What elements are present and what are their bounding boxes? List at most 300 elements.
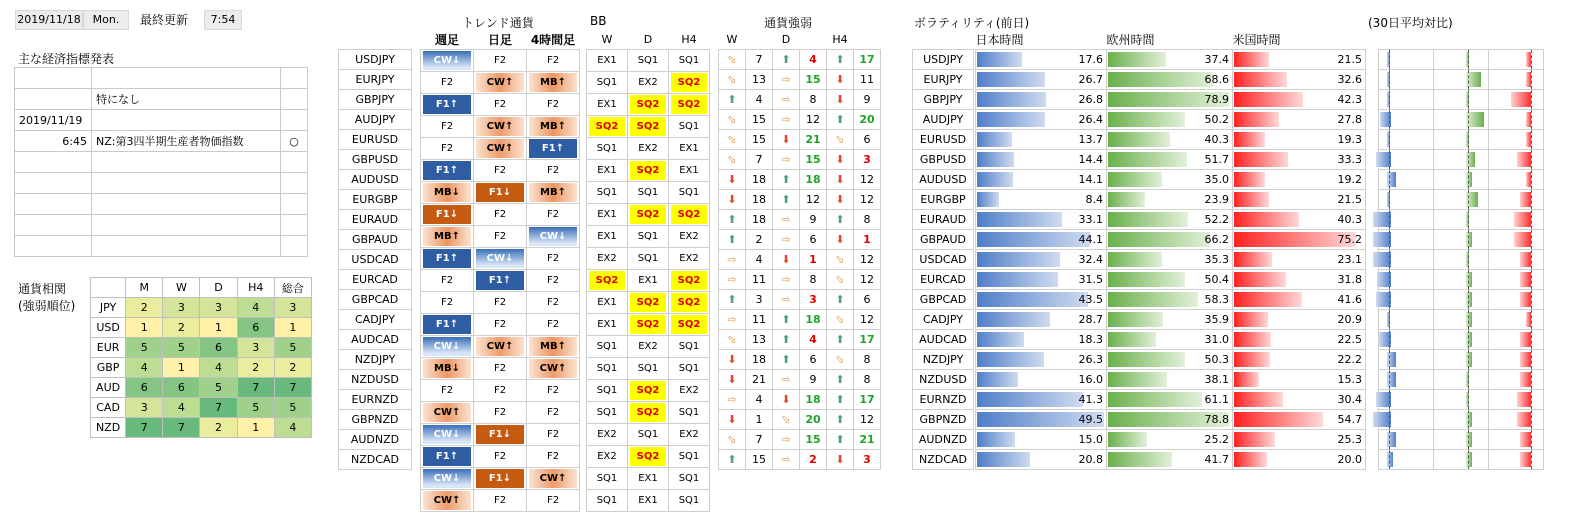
strength-value: 12 — [860, 273, 874, 286]
arrow-downright-icon: ⬂ — [835, 253, 845, 266]
volatility-value: 50.3 — [1204, 353, 1229, 366]
volatility-bar — [1108, 372, 1167, 387]
trend-tag: F2 — [529, 271, 577, 290]
volatility-value: 41.7 — [1204, 453, 1229, 466]
bb-value: EX1 — [597, 165, 617, 176]
volatility-bar — [977, 152, 1014, 167]
strength-value: 4 — [755, 393, 763, 406]
correlation-row — [91, 398, 312, 418]
arrow-downright-icon: ⬂ — [835, 133, 845, 146]
strength-value: 15 — [805, 153, 821, 166]
volatility-value: 50.2 — [1204, 113, 1229, 126]
volatility-value: 50.4 — [1204, 273, 1229, 286]
trend-tag: F2 — [529, 491, 577, 510]
indicator-row — [15, 89, 308, 110]
volatility-value: 14.1 — [1078, 173, 1103, 186]
trend-tag: F2 — [476, 381, 524, 400]
trend-tag: F1↑ — [423, 95, 471, 114]
trend-tag: F2 — [529, 403, 577, 422]
strength-value: 21 — [859, 433, 875, 446]
volatility-bar — [1108, 452, 1172, 467]
volatility-value: 26.3 — [1078, 353, 1103, 366]
correlation-value: 6 — [237, 318, 274, 338]
indicator-text: 特になし — [92, 89, 281, 110]
trend-header: 4時間足 — [530, 33, 576, 47]
strength-value: 17 — [859, 333, 875, 346]
arrow-downright-icon: ⬂ — [727, 333, 737, 346]
volatility-bar — [977, 52, 1022, 67]
trend-tag: F1↓ — [476, 183, 524, 202]
trend-tag: F2 — [476, 491, 524, 510]
pair-name: GBPUSD — [339, 150, 412, 170]
correlation-value: 6 — [126, 378, 163, 398]
volatility-value: 16.0 — [1078, 373, 1103, 386]
trend-tag: F2 — [423, 139, 471, 158]
indicator-row — [15, 236, 308, 257]
trend-tag: CW↑ — [423, 403, 471, 422]
bb-value: SQ2 — [671, 271, 707, 290]
indicator-mark — [281, 194, 308, 215]
volatility-bar — [1234, 92, 1303, 107]
volatility-bar — [1108, 152, 1187, 167]
volatility-bar — [1108, 212, 1188, 227]
trend-tag: CW↓ — [423, 51, 471, 70]
volatility-value: 66.2 — [1204, 233, 1229, 246]
correlation-subtitle: (強弱順位) — [18, 299, 76, 313]
bb-value: SQ1 — [678, 495, 700, 506]
volatility-bar — [977, 92, 1046, 107]
volatility-value: 35.9 — [1204, 313, 1229, 326]
bb-value: EX2 — [679, 231, 699, 242]
bb-value: SQ1 — [678, 55, 700, 66]
correlation-value: 1 — [200, 318, 237, 338]
strength-value: 7 — [755, 433, 763, 446]
indicator-mark — [281, 89, 308, 110]
bb-value: SQ1 — [596, 495, 618, 506]
arrow-down-icon: ⬇ — [727, 173, 737, 186]
relative-bar — [1514, 232, 1531, 247]
strength-value: 8 — [809, 273, 817, 286]
strength-value: 13 — [752, 333, 766, 346]
volatility-bar — [977, 132, 1012, 147]
volatility-subtitle: (30日平均対比) — [1368, 16, 1453, 30]
pair-name: NZDUSD — [339, 370, 412, 390]
strength-header — [854, 30, 881, 50]
trend-tag: F2 — [529, 425, 577, 444]
arrow-up-icon: ⬆ — [727, 93, 737, 106]
trend-tag: F2 — [476, 403, 524, 422]
arrow-right-icon: ⇨ — [781, 273, 791, 286]
bb-value: EX2 — [679, 429, 699, 440]
trend-tag: F1↑ — [423, 161, 471, 180]
relative-bar — [1520, 452, 1531, 467]
relative-bar — [1466, 272, 1472, 287]
indicator-mark — [281, 173, 308, 194]
volatility-bar — [1234, 372, 1259, 387]
trend-tag: MB↑ — [423, 227, 471, 246]
volatility-value: 44.1 — [1078, 233, 1103, 246]
arrow-up-icon: ⬆ — [781, 173, 791, 186]
volatility-value: 42.3 — [1337, 93, 1362, 106]
vol-pair-name: GBPAUD — [913, 230, 974, 250]
strength-value: 4 — [755, 93, 763, 106]
arrow-up-icon: ⬆ — [781, 353, 791, 366]
arrow-downright-icon: ⬂ — [727, 73, 737, 86]
correlation-value: 1 — [274, 318, 311, 338]
vol-pair-name: EURAUD — [913, 210, 974, 230]
vol-pair-name: EURJPY — [913, 70, 974, 90]
volatility-value: 21.5 — [1337, 193, 1362, 206]
pair-name: NZDJPY — [339, 350, 412, 370]
bb-header: H4 — [681, 33, 697, 46]
correlation-row — [91, 418, 312, 438]
relative-bar — [1520, 272, 1531, 287]
bb-value: SQ1 — [596, 407, 618, 418]
volatility-value: 8.4 — [1085, 193, 1103, 206]
volatility-value: 40.3 — [1337, 213, 1362, 226]
strength-value: 18 — [752, 173, 766, 186]
volatility-bar — [977, 392, 1083, 407]
arrow-up-icon: ⬆ — [835, 53, 845, 66]
volatility-bar — [977, 192, 999, 207]
arrow-right-icon: ⇨ — [781, 73, 791, 86]
volatility-value: 33.1 — [1078, 213, 1103, 226]
bb-value: EX2 — [638, 77, 658, 88]
volatility-value: 17.6 — [1078, 53, 1103, 66]
strength-value: 15 — [805, 433, 821, 446]
arrow-down-icon: ⬇ — [835, 93, 845, 106]
trend-tag: F2 — [423, 271, 471, 290]
arrow-downright-icon: ⬂ — [727, 433, 737, 446]
pair-name: GBPNZD — [339, 410, 412, 430]
trend-tag: F2 — [476, 293, 524, 312]
trend-tag: F2 — [476, 161, 524, 180]
volatility-bar — [1234, 252, 1272, 267]
strength-value: 18 — [805, 393, 821, 406]
relative-table — [1378, 49, 1544, 470]
bb-value: EX1 — [597, 297, 617, 308]
trend-header: 日足 — [487, 33, 512, 47]
bb-value: SQ1 — [637, 231, 659, 242]
volatility-value: 31.8 — [1337, 273, 1362, 286]
strength-value: 1 — [755, 413, 763, 426]
strength-value: 20 — [805, 413, 821, 426]
bb-value: EX1 — [638, 473, 658, 484]
volatility-value: 78.9 — [1204, 93, 1229, 106]
arrow-right-icon: ⇨ — [727, 253, 737, 266]
strength-title: 通貨強弱 — [764, 16, 813, 30]
arrow-right-icon: ⇨ — [781, 293, 791, 306]
volatility-value: 23.1 — [1337, 253, 1362, 266]
volatility-bar — [1234, 452, 1267, 467]
volatility-value: 33.3 — [1337, 153, 1362, 166]
volatility-value: 32.4 — [1078, 253, 1103, 266]
vol-pair-name: NZDJPY — [913, 350, 974, 370]
trend-tag: CW↓ — [423, 425, 471, 444]
volatility-value: 20.0 — [1337, 453, 1362, 466]
arrow-down-icon: ⬇ — [727, 193, 737, 206]
volatility-bar — [1108, 232, 1210, 247]
bb-value: EX1 — [638, 275, 658, 286]
volatility-bar — [1108, 132, 1170, 147]
arrow-down-icon: ⬇ — [781, 253, 791, 266]
bb-header: D — [643, 33, 653, 46]
correlation-header: M — [126, 278, 163, 298]
correlation-currency: USD — [91, 318, 126, 338]
indicator-datetime — [15, 89, 92, 110]
vol-pair-name: AUDJPY — [913, 110, 974, 130]
correlation-value: 2 — [274, 358, 311, 378]
arrow-right-icon: ⇨ — [781, 433, 791, 446]
volatility-value: 20.9 — [1337, 313, 1362, 326]
relative-bar — [1520, 372, 1531, 387]
bb-value: SQ1 — [637, 187, 659, 198]
correlation-value: 4 — [126, 358, 163, 378]
volatility-bar — [977, 432, 1015, 447]
strength-table — [718, 30, 881, 470]
trend-tag: F2 — [476, 359, 524, 378]
correlation-value: 2 — [126, 298, 163, 318]
volatility-value: 25.2 — [1204, 433, 1229, 446]
pair-name: AUDJPY — [339, 110, 412, 130]
bb-title: BB — [590, 14, 607, 28]
arrow-right-icon: ⇨ — [781, 93, 791, 106]
volatility-value: 35.3 — [1204, 253, 1229, 266]
indicator-row — [15, 131, 308, 152]
pair-name: USDJPY — [339, 50, 412, 70]
strength-value: 8 — [863, 213, 871, 226]
relative-bar — [1466, 352, 1472, 367]
volatility-value: 68.6 — [1204, 73, 1229, 86]
volatility-bar — [1234, 52, 1269, 67]
trend-tag: CW↑ — [476, 73, 524, 92]
trend-tag: F2 — [529, 447, 577, 466]
volatility-bar — [1234, 192, 1269, 207]
relative-bar — [1466, 432, 1472, 447]
bb-value: SQ1 — [596, 77, 618, 88]
volatility-bar — [1108, 172, 1162, 187]
relative-bar — [1466, 412, 1472, 427]
correlation-value: 6 — [200, 338, 237, 358]
arrow-down-icon: ⬇ — [835, 173, 845, 186]
strength-value: 4 — [809, 333, 817, 346]
arrow-downright-icon: ⬂ — [727, 113, 737, 126]
correlation-value: 4 — [200, 358, 237, 378]
volatility-bar — [1108, 252, 1162, 267]
indicator-datetime: 6:45 — [15, 131, 92, 152]
indicators-title: 主な経済指標発表 — [18, 52, 115, 66]
trend-tag: F2 — [476, 205, 524, 224]
volatility-bar — [1108, 192, 1145, 207]
volatility-header: 日本時間 — [975, 33, 1024, 47]
volatility-bar — [977, 452, 1030, 467]
correlation-row — [91, 338, 312, 358]
arrow-down-icon: ⬇ — [781, 133, 791, 146]
vol-pair-name: GBPJPY — [913, 90, 974, 110]
bb-value: SQ2 — [671, 95, 707, 114]
arrow-right-icon: ⇨ — [781, 153, 791, 166]
volatility-bar — [1108, 292, 1198, 307]
indicator-text — [92, 152, 281, 173]
bb-value: EX2 — [679, 385, 699, 396]
indicator-mark — [281, 215, 308, 236]
volatility-bar — [977, 372, 1018, 387]
indicator-datetime — [15, 215, 92, 236]
bb-value: SQ1 — [678, 341, 700, 352]
pair-name: EURUSD — [339, 130, 412, 150]
strength-value: 17 — [859, 53, 875, 66]
correlation-row — [91, 318, 312, 338]
arrow-up-icon: ⬆ — [781, 53, 791, 66]
trend-tag: F2 — [529, 205, 577, 224]
volatility-value: 20.8 — [1078, 453, 1103, 466]
correlation-value: 5 — [200, 378, 237, 398]
pair-name: EURAUD — [339, 210, 412, 230]
volatility-value: 15.0 — [1078, 433, 1103, 446]
bb-value: SQ1 — [596, 143, 618, 154]
relative-bar — [1517, 392, 1531, 407]
indicator-row — [15, 68, 308, 89]
strength-value: 15 — [752, 133, 766, 146]
arrow-down-icon: ⬇ — [835, 193, 845, 206]
pair-name: EURCAD — [339, 270, 412, 290]
vol-pair-name: EURGBP — [913, 190, 974, 210]
volatility-bar — [977, 272, 1058, 287]
correlation-value: 2 — [200, 418, 237, 438]
volatility-bar — [1234, 272, 1286, 287]
indicator-text — [92, 236, 281, 257]
pair-name: EURGBP — [339, 190, 412, 210]
vol-pair-name: USDCAD — [913, 250, 974, 270]
strength-value: 18 — [752, 193, 766, 206]
bb-value: SQ1 — [678, 121, 700, 132]
volatility-bar — [977, 292, 1088, 307]
volatility-bar — [1108, 392, 1202, 407]
trend-tag: F2 — [529, 315, 577, 334]
time-box: 7:54 — [204, 10, 242, 30]
indicator-datetime — [15, 152, 92, 173]
arrow-down-icon: ⬇ — [727, 373, 737, 386]
relative-bar — [1520, 352, 1531, 367]
indicator-text — [92, 68, 281, 89]
indicator-datetime: 2019/11/19 — [15, 110, 92, 131]
relative-bar — [1517, 152, 1531, 167]
arrow-up-icon: ⬆ — [781, 333, 791, 346]
bb-value: EX1 — [638, 495, 658, 506]
bb-value: EX1 — [597, 55, 617, 66]
indicator-mark: ○ — [281, 131, 308, 152]
indicator-row — [15, 110, 308, 131]
correlation-value: 4 — [163, 398, 200, 418]
arrow-downright-icon: ⬂ — [835, 273, 845, 286]
trend-table — [420, 30, 580, 512]
bb-value: EX1 — [679, 143, 699, 154]
indicator-mark — [281, 152, 308, 173]
arrow-downright-icon: ⬂ — [727, 133, 737, 146]
trend-tag: F2 — [529, 51, 577, 70]
strength-value: 21 — [752, 373, 766, 386]
trend-tag: F2 — [423, 381, 471, 400]
relative-bar — [1520, 292, 1531, 307]
volatility-value: 19.3 — [1337, 133, 1362, 146]
trend-tag: CW↓ — [476, 249, 524, 268]
volatility-bar — [1108, 52, 1166, 67]
correlation-value: 4 — [274, 418, 311, 438]
correlation-value: 7 — [274, 378, 311, 398]
volatility-bar — [977, 112, 1045, 127]
trend-tag: CW↑ — [529, 359, 577, 378]
volatility-header: 米国時間 — [1232, 33, 1281, 47]
indicator-text — [92, 194, 281, 215]
strength-header: W — [726, 33, 738, 46]
indicator-datetime — [15, 194, 92, 215]
volatility-value: 26.8 — [1078, 93, 1103, 106]
volatility-value: 18.3 — [1078, 333, 1103, 346]
bb-value: SQ1 — [596, 385, 618, 396]
volatility-value: 38.1 — [1204, 373, 1229, 386]
vol-pair-name: AUDNZD — [913, 430, 974, 450]
arrow-right-icon: ⇨ — [781, 213, 791, 226]
volatility-value: 31.5 — [1078, 273, 1103, 286]
trend-tag: F2 — [423, 117, 471, 136]
correlation-value: 5 — [274, 398, 311, 418]
volatility-bar — [977, 232, 1090, 247]
volatility-bar — [1108, 352, 1185, 367]
pair-name: GBPJPY — [339, 90, 412, 110]
correlation-value: 3 — [274, 298, 311, 318]
volatility-value: 75.2 — [1337, 233, 1362, 246]
arrow-right-icon: ⇨ — [727, 273, 737, 286]
trend-tag: F2 — [529, 381, 577, 400]
correlation-currency: EUR — [91, 338, 126, 358]
bb-value: EX2 — [638, 143, 658, 154]
correlation-value: 3 — [200, 298, 237, 318]
arrow-up-icon: ⬆ — [835, 213, 845, 226]
bb-value: EX2 — [638, 341, 658, 352]
volatility-title: ボラティリティ(前日) — [914, 16, 1030, 30]
volatility-value: 41.6 — [1337, 293, 1362, 306]
correlation-value: 5 — [126, 338, 163, 358]
relative-bar — [1517, 412, 1531, 427]
strength-value: 13 — [752, 73, 766, 86]
volatility-bar — [1234, 152, 1288, 167]
volatility-value: 15.3 — [1337, 373, 1362, 386]
pair-name: NZDCAD — [339, 450, 412, 470]
bb-value: SQ1 — [596, 363, 618, 374]
trend-tag: MB↑ — [529, 73, 577, 92]
indicator-row — [15, 173, 308, 194]
strength-value: 9 — [809, 373, 817, 386]
strength-value: 15 — [805, 73, 821, 86]
volatility-bar — [977, 352, 1044, 367]
correlation-value: 5 — [237, 398, 274, 418]
arrow-up-icon: ⬆ — [835, 433, 845, 446]
trend-header: 週足 — [434, 33, 459, 47]
volatility-value: 54.7 — [1337, 413, 1362, 426]
strength-header: D — [781, 33, 791, 46]
vol-pair-name: EURCAD — [913, 270, 974, 290]
strength-value: 7 — [755, 153, 763, 166]
relative-bar — [1520, 332, 1531, 347]
correlation-currency: CAD — [91, 398, 126, 418]
trend-tag: CW↑ — [476, 117, 524, 136]
arrow-right-icon: ⇨ — [781, 453, 791, 466]
correlation-value: 7 — [126, 418, 163, 438]
bb-value: SQ2 — [630, 161, 666, 180]
bb-value: SQ2 — [630, 205, 666, 224]
volatility-value: 40.3 — [1204, 133, 1229, 146]
pair-name: AUDCAD — [339, 330, 412, 350]
